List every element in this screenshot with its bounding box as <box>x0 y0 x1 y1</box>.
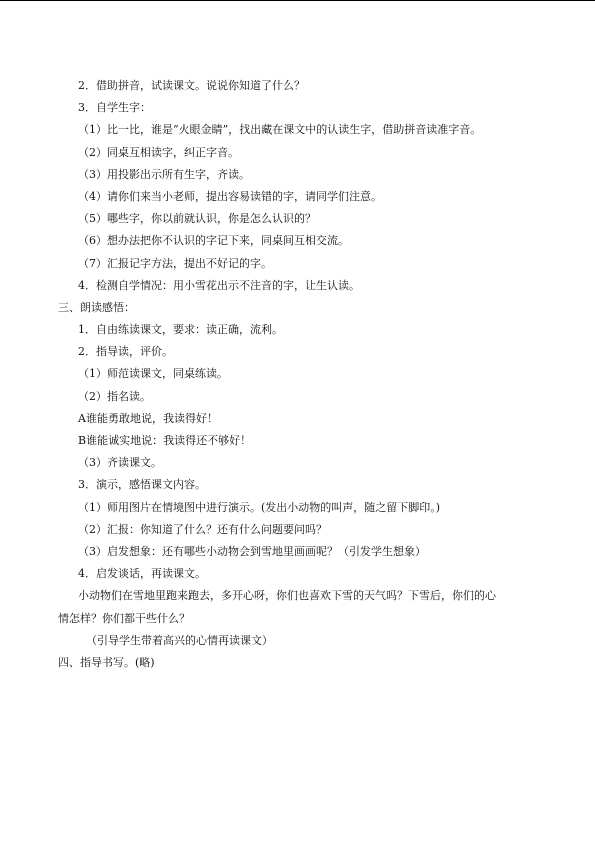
document-body <box>0 75 595 674</box>
text-line: 3．自学生字： <box>78 101 151 115</box>
text-line: （4）请你们来当小老师，提出容易读错的字，请同学们注意。 <box>78 189 382 203</box>
text-line: （2）同桌互相读字，纠正字音。 <box>78 145 239 159</box>
text-line: （3）用投影出示所有生字，齐读。 <box>78 167 250 181</box>
text-line: （2）汇报：你知道了什么？还有什么问题要问吗？ <box>78 522 327 536</box>
text-line: （7）汇报记字方法，提出不好记的字。 <box>78 256 272 270</box>
text-line: 2．借助拼音，试读课文。说说你知道了什么？ <box>78 79 305 92</box>
text-line: （1）比一比，谁是“火眼金睛”，找出藏在课文中的认读生字，借助拼音读准字音。 <box>78 123 482 137</box>
text-line: （3）启发想象：还有哪些小动物会到雪地里画画呢？（引发学生想象） <box>78 544 426 558</box>
text-line: 3．演示，感悟课文内容。 <box>78 478 206 492</box>
section-heading: 四、指导书写。(略) <box>58 655 155 669</box>
text-line: A谁能勇敢地说，我读得好！ <box>78 411 218 425</box>
text-line: （1）师范读课文，同桌练读。 <box>78 367 228 381</box>
text-line: 4．启发谈话，再读课文。 <box>78 567 206 581</box>
text-line: B谁能诚实地说：我读得还不够好！ <box>78 434 252 447</box>
top-rule <box>0 0 595 1</box>
text-line: 2．指导读，评价。 <box>78 345 173 359</box>
text-line: （引导学生带着高兴的心情再读课文） <box>86 633 273 647</box>
text-line: （2）指名读。 <box>78 389 151 403</box>
text-line: 4．检测自学情况：用小雪花出示不注音的字，让生认读。 <box>78 278 360 292</box>
text-line: （5）哪些字，你以前就认识，你是怎么认识的？ <box>78 212 316 226</box>
paragraph-line: 情怎样？你们都干些什么？ <box>58 611 190 625</box>
section-heading: 三、朗读感悟： <box>58 300 135 314</box>
text-line: （1）师用图片在情境图中进行演示。(发出小动物的叫声，随之留下脚印。) <box>78 500 441 514</box>
text-line: 1．自由练读课文，要求：读正确，流利。 <box>78 323 283 337</box>
text-line: （6）想办法把你不认识的字记下来，同桌间互相交流。 <box>78 234 349 248</box>
paragraph-line: 小动物们在雪地里跑来跑去，多开心呀，你们也喜欢下雪的天气吗？下雪后，你们的心 <box>78 589 496 603</box>
text-line: （3）齐读课文。 <box>78 456 162 470</box>
